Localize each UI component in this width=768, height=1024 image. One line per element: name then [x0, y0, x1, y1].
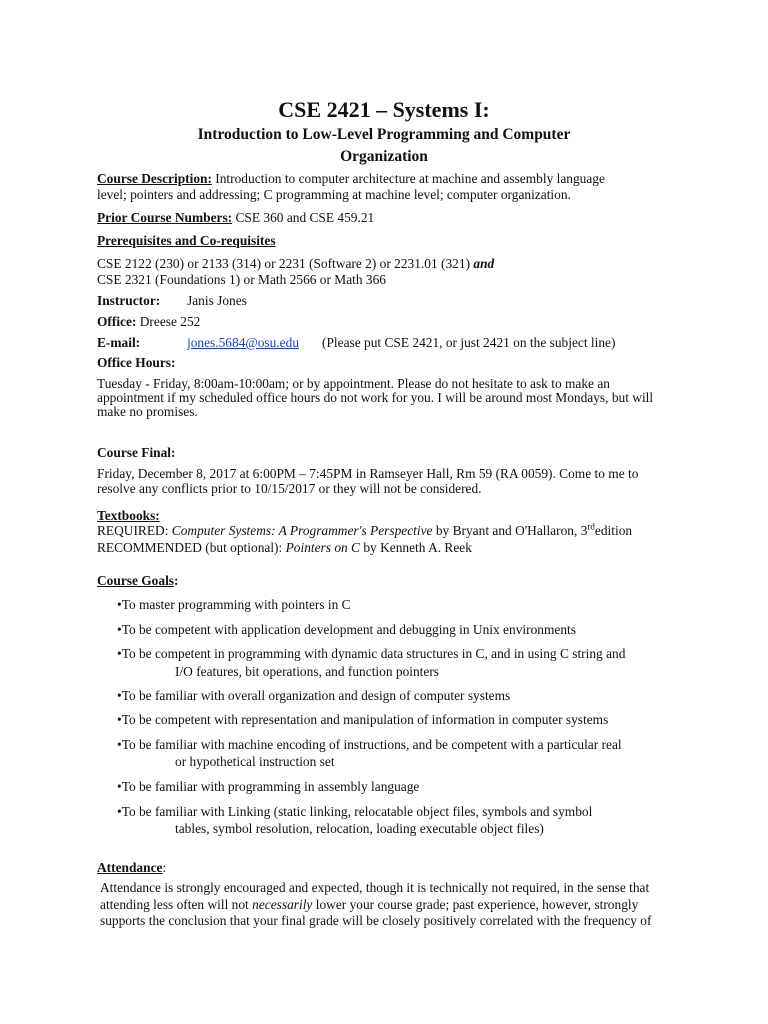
- textbook-recommended-prefix: RECOMMENDED (but optional):: [97, 540, 283, 555]
- office-line: [97, 314, 200, 329]
- instructor-label: Instructor:: [97, 293, 161, 308]
- goal-item-continuation: or hypothetical instruction set: [175, 754, 335, 769]
- prior-course-numbers-value: CSE 360 and CSE 459.21: [235, 210, 375, 225]
- attendance-text-1: Attendance is strongly encouraged and expected, though it is technically not required, in the sense that: [100, 880, 650, 895]
- textbooks-heading: Textbooks:: [97, 508, 160, 523]
- office-value: Dreese 252: [139, 314, 201, 329]
- office-hours-text-2: appointment if my scheduled office hours do not work for you. I will be around most Mondays, but will: [97, 390, 654, 405]
- bullet-icon: •: [117, 597, 122, 612]
- goal-item-continuation: tables, symbol resolution, relocation, loading executable object files): [175, 821, 544, 836]
- goal-item: •To be familiar with Linking (static linking, relocatable object files, symbols and symbol: [117, 804, 593, 819]
- goal-item: •To be familiar with machine encoding of instructions, and be competent with a particular real: [117, 737, 622, 752]
- prerequisites-and: and: [473, 256, 495, 271]
- bullet-icon: •: [117, 804, 122, 819]
- email-label: E-mail:: [97, 335, 141, 350]
- course-description-text-2: level; pointers and addressing; C programming at machine level; computer organization.: [97, 187, 571, 202]
- course-final-text-2: resolve any conflicts prior to 10/15/2017 or they will not be considered.: [97, 481, 482, 496]
- prerequisites-heading: Prerequisites and Co-requisites: [97, 233, 276, 248]
- textbook-recommended-title: Pointers on C: [285, 540, 360, 555]
- prior-course-numbers: [97, 210, 374, 225]
- prior-course-numbers-label: Prior Course Numbers:: [97, 210, 233, 225]
- bullet-icon: •: [117, 779, 122, 794]
- goal-item: •To be competent in programming with dynamic data structures in C, and in using C string and: [117, 646, 626, 661]
- attendance-text-3: supports the conclusion that your final grade will be closely positively correlated with the frequency of: [100, 913, 652, 928]
- bullet-icon: •: [117, 622, 122, 637]
- attendance-heading: [97, 860, 166, 875]
- textbook-edition-word: edition: [594, 523, 633, 538]
- textbook-edition-superscript: rd: [587, 521, 595, 532]
- course-goals-label: Course Goals: [97, 573, 174, 588]
- instructor-name: Janis Jones: [187, 293, 247, 308]
- goal-item-continuation: I/O features, bit operations, and function pointers: [175, 664, 440, 679]
- goal-item: •To be competent with representation and manipulation of information in computer systems: [117, 712, 609, 727]
- attendance-colon: :: [162, 860, 167, 875]
- email-note: (Please put CSE 2421, or just 2421 on the subject line): [322, 335, 616, 350]
- office-label: Office:: [97, 314, 137, 329]
- textbook-required-prefix: REQUIRED:: [97, 523, 169, 538]
- prerequisites-line-2: CSE 2321 (Foundations 1) or Math 2566 or Math 366: [97, 272, 387, 287]
- attendance-label: Attendance: [97, 860, 163, 875]
- course-description-label: Course Description:: [97, 171, 212, 186]
- textbook-required: [97, 523, 632, 538]
- textbook-required-title: Computer Systems: A Programmer's Perspective: [171, 523, 433, 538]
- course-title: CSE 2421 – Systems I:: [278, 97, 490, 122]
- bullet-icon: •: [117, 737, 122, 752]
- textbook-recommended-author: by Kenneth A. Reek: [363, 540, 472, 555]
- bullet-icon: •: [117, 688, 122, 703]
- course-goals-colon: :: [174, 573, 179, 588]
- goal-item: •To master programming with pointers in C: [117, 597, 351, 612]
- prerequisites-line-1: [97, 256, 494, 271]
- course-final-label: Course Final:: [97, 445, 176, 460]
- course-goals-heading: [97, 573, 178, 588]
- office-hours-text-1: Tuesday - Friday, 8:00am-10:00am; or by appointment. Please do not hesitate to ask to make an: [97, 376, 610, 391]
- goal-item: •To be competent with application development and debugging in Unix environments: [117, 622, 576, 637]
- attendance-text-2: attending less often will not necessarily lower your course grade; past experience, however, strongly: [100, 897, 639, 912]
- bullet-icon: •: [117, 712, 122, 727]
- goal-item: •To be familiar with programming in assembly language: [117, 779, 420, 794]
- bullet-icon: •: [117, 646, 122, 661]
- course-description-line-1: [97, 171, 605, 186]
- textbook-recommended: [97, 540, 472, 555]
- office-hours-text-3: make no promises.: [97, 404, 198, 419]
- course-description-text-1: Introduction to computer architecture at machine and assembly language: [215, 171, 605, 186]
- textbook-required-authors: by Bryant and O'Hallaron, 3: [435, 523, 588, 538]
- email-link[interactable]: jones.5684@osu.edu: [187, 335, 300, 350]
- prerequisites-text-1: CSE 2122 (230) or 2133 (314) or 2231 (Software 2) or 2231.01 (321): [97, 256, 471, 271]
- course-subtitle-line-2: Organization: [340, 148, 428, 165]
- office-hours-label: Office Hours:: [97, 355, 176, 370]
- course-final-text-1: Friday, December 8, 2017 at 6:00PM – 7:45PM in Ramseyer Hall, Rm 59 (RA 0059). Come to me to: [97, 466, 639, 481]
- goal-item: •To be familiar with overall organization and design of computer systems: [117, 688, 511, 703]
- course-subtitle-line-1: Introduction to Low-Level Programming and Computer: [197, 126, 571, 143]
